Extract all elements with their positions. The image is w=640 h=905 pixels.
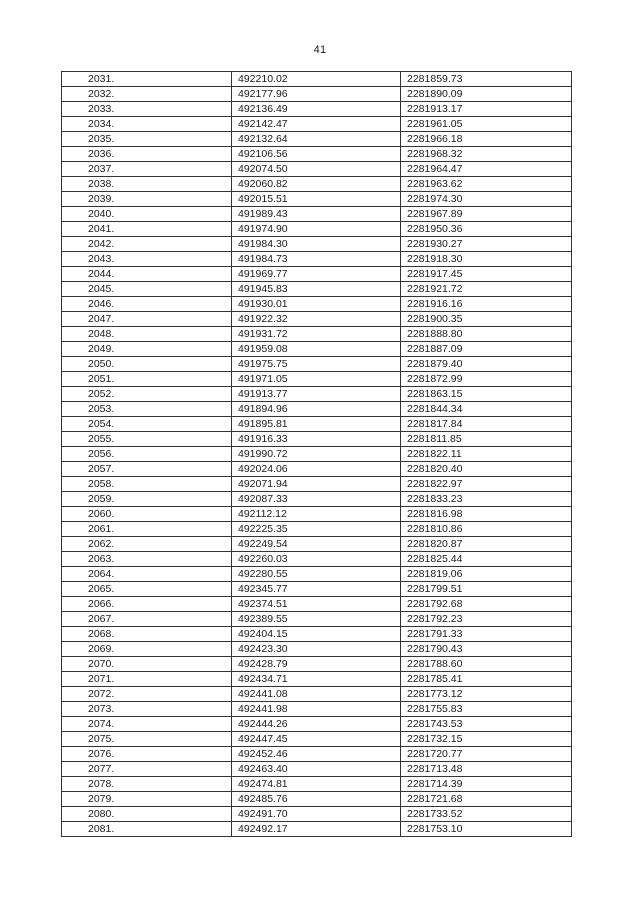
x-coordinate-cell: 492249.54 <box>232 537 401 552</box>
point-number-cell: 2035. <box>62 132 232 147</box>
x-coordinate-cell: 492374.51 <box>232 597 401 612</box>
point-number-cell: 2078. <box>62 777 232 792</box>
y-coordinate-cell: 2281819.06 <box>401 567 572 582</box>
x-coordinate-cell: 492106.56 <box>232 147 401 162</box>
x-coordinate-cell: 492492.17 <box>232 822 401 837</box>
x-coordinate-cell: 492132.64 <box>232 132 401 147</box>
x-coordinate-cell: 491916.33 <box>232 432 401 447</box>
coordinates-table <box>61 71 572 837</box>
point-number-cell: 2069. <box>62 642 232 657</box>
table-row <box>62 807 572 822</box>
table-row <box>62 492 572 507</box>
point-number-cell: 2038. <box>62 177 232 192</box>
x-coordinate-cell: 492260.03 <box>232 552 401 567</box>
x-coordinate-cell: 492434.71 <box>232 672 401 687</box>
y-coordinate-cell: 2281792.68 <box>401 597 572 612</box>
table-row <box>62 597 572 612</box>
table-row <box>62 402 572 417</box>
y-coordinate-cell: 2281810.86 <box>401 522 572 537</box>
point-number-cell: 2080. <box>62 807 232 822</box>
x-coordinate-cell: 491975.75 <box>232 357 401 372</box>
coordinates-table-body <box>62 72 572 837</box>
point-number-cell: 2071. <box>62 672 232 687</box>
x-coordinate-cell: 491974.90 <box>232 222 401 237</box>
x-coordinate-cell: 491945.83 <box>232 282 401 297</box>
x-coordinate-cell: 492345.77 <box>232 582 401 597</box>
table-row <box>62 432 572 447</box>
point-number-cell: 2073. <box>62 702 232 717</box>
y-coordinate-cell: 2281825.44 <box>401 552 572 567</box>
table-row <box>62 267 572 282</box>
y-coordinate-cell: 2281773.12 <box>401 687 572 702</box>
x-coordinate-cell: 491969.77 <box>232 267 401 282</box>
y-coordinate-cell: 2281755.83 <box>401 702 572 717</box>
x-coordinate-cell: 491931.72 <box>232 327 401 342</box>
point-number-cell: 2052. <box>62 387 232 402</box>
y-coordinate-cell: 2281733.52 <box>401 807 572 822</box>
x-coordinate-cell: 491984.73 <box>232 252 401 267</box>
table-row <box>62 732 572 747</box>
table-row <box>62 282 572 297</box>
y-coordinate-cell: 2281916.16 <box>401 297 572 312</box>
y-coordinate-cell: 2281917.45 <box>401 267 572 282</box>
table-row <box>62 447 572 462</box>
x-coordinate-cell: 491971.05 <box>232 372 401 387</box>
x-coordinate-cell: 492474.81 <box>232 777 401 792</box>
point-number-cell: 2063. <box>62 552 232 567</box>
y-coordinate-cell: 2281811.85 <box>401 432 572 447</box>
table-row <box>62 252 572 267</box>
y-coordinate-cell: 2281859.73 <box>401 72 572 87</box>
x-coordinate-cell: 492423.30 <box>232 642 401 657</box>
table-row <box>62 117 572 132</box>
x-coordinate-cell: 491895.81 <box>232 417 401 432</box>
table-row <box>62 297 572 312</box>
point-number-cell: 2032. <box>62 87 232 102</box>
y-coordinate-cell: 2281790.43 <box>401 642 572 657</box>
table-row <box>62 222 572 237</box>
y-coordinate-cell: 2281816.98 <box>401 507 572 522</box>
table-row <box>62 177 572 192</box>
y-coordinate-cell: 2281822.97 <box>401 477 572 492</box>
x-coordinate-cell: 491894.96 <box>232 402 401 417</box>
x-coordinate-cell: 492112.12 <box>232 507 401 522</box>
point-number-cell: 2062. <box>62 537 232 552</box>
point-number-cell: 2064. <box>62 567 232 582</box>
point-number-cell: 2047. <box>62 312 232 327</box>
table-row <box>62 552 572 567</box>
table-row <box>62 357 572 372</box>
table-row <box>62 672 572 687</box>
x-coordinate-cell: 492452.46 <box>232 747 401 762</box>
x-coordinate-cell: 492441.08 <box>232 687 401 702</box>
y-coordinate-cell: 2281714.39 <box>401 777 572 792</box>
y-coordinate-cell: 2281721.68 <box>401 792 572 807</box>
table-row <box>62 777 572 792</box>
table-row <box>62 792 572 807</box>
table-row <box>62 702 572 717</box>
x-coordinate-cell: 492087.33 <box>232 492 401 507</box>
table-row <box>62 132 572 147</box>
x-coordinate-cell: 492428.79 <box>232 657 401 672</box>
table-row <box>62 72 572 87</box>
y-coordinate-cell: 2281791.33 <box>401 627 572 642</box>
y-coordinate-cell: 2281974.30 <box>401 192 572 207</box>
y-coordinate-cell: 2281785.41 <box>401 672 572 687</box>
table-row <box>62 747 572 762</box>
point-number-cell: 2041. <box>62 222 232 237</box>
y-coordinate-cell: 2281817.84 <box>401 417 572 432</box>
page-number: 41 <box>313 44 327 56</box>
x-coordinate-cell: 492015.51 <box>232 192 401 207</box>
x-coordinate-cell: 491913.77 <box>232 387 401 402</box>
y-coordinate-cell: 2281833.23 <box>401 492 572 507</box>
point-number-cell: 2067. <box>62 612 232 627</box>
x-coordinate-cell: 492463.40 <box>232 762 401 777</box>
y-coordinate-cell: 2281863.15 <box>401 387 572 402</box>
table-row <box>62 207 572 222</box>
point-number-cell: 2079. <box>62 792 232 807</box>
y-coordinate-cell: 2281966.18 <box>401 132 572 147</box>
table-row <box>62 372 572 387</box>
x-coordinate-cell: 491990.72 <box>232 447 401 462</box>
x-coordinate-cell: 492280.55 <box>232 567 401 582</box>
point-number-cell: 2072. <box>62 687 232 702</box>
point-number-cell: 2055. <box>62 432 232 447</box>
table-row <box>62 762 572 777</box>
point-number-cell: 2040. <box>62 207 232 222</box>
x-coordinate-cell: 492060.82 <box>232 177 401 192</box>
y-coordinate-cell: 2281963.62 <box>401 177 572 192</box>
table-row <box>62 312 572 327</box>
x-coordinate-cell: 492136.49 <box>232 102 401 117</box>
y-coordinate-cell: 2281820.87 <box>401 537 572 552</box>
point-number-cell: 2074. <box>62 717 232 732</box>
point-number-cell: 2031. <box>62 72 232 87</box>
point-number-cell: 2037. <box>62 162 232 177</box>
table-row <box>62 582 572 597</box>
y-coordinate-cell: 2281964.47 <box>401 162 572 177</box>
point-number-cell: 2076. <box>62 747 232 762</box>
x-coordinate-cell: 492389.55 <box>232 612 401 627</box>
point-number-cell: 2046. <box>62 297 232 312</box>
point-number-cell: 2045. <box>62 282 232 297</box>
table-row <box>62 192 572 207</box>
y-coordinate-cell: 2281844.34 <box>401 402 572 417</box>
point-number-cell: 2077. <box>62 762 232 777</box>
x-coordinate-cell: 492225.35 <box>232 522 401 537</box>
y-coordinate-cell: 2281720.77 <box>401 747 572 762</box>
point-number-cell: 2075. <box>62 732 232 747</box>
y-coordinate-cell: 2281967.89 <box>401 207 572 222</box>
point-number-cell: 2051. <box>62 372 232 387</box>
y-coordinate-cell: 2281822.11 <box>401 447 572 462</box>
table-row <box>62 327 572 342</box>
table-row <box>62 627 572 642</box>
y-coordinate-cell: 2281732.15 <box>401 732 572 747</box>
x-coordinate-cell: 492142.47 <box>232 117 401 132</box>
x-coordinate-cell: 492024.06 <box>232 462 401 477</box>
x-coordinate-cell: 491984.30 <box>232 237 401 252</box>
y-coordinate-cell: 2281753.10 <box>401 822 572 837</box>
point-number-cell: 2054. <box>62 417 232 432</box>
x-coordinate-cell: 492444.26 <box>232 717 401 732</box>
point-number-cell: 2057. <box>62 462 232 477</box>
y-coordinate-cell: 2281713.48 <box>401 762 572 777</box>
y-coordinate-cell: 2281921.72 <box>401 282 572 297</box>
table-row <box>62 342 572 357</box>
x-coordinate-cell: 491922.32 <box>232 312 401 327</box>
y-coordinate-cell: 2281918.30 <box>401 252 572 267</box>
table-row <box>62 87 572 102</box>
point-number-cell: 2050. <box>62 357 232 372</box>
y-coordinate-cell: 2281968.32 <box>401 147 572 162</box>
point-number-cell: 2059. <box>62 492 232 507</box>
x-coordinate-cell: 492485.76 <box>232 792 401 807</box>
table-row <box>62 462 572 477</box>
point-number-cell: 2065. <box>62 582 232 597</box>
x-coordinate-cell: 492177.96 <box>232 87 401 102</box>
table-row <box>62 522 572 537</box>
point-number-cell: 2049. <box>62 342 232 357</box>
table-row <box>62 687 572 702</box>
point-number-cell: 2061. <box>62 522 232 537</box>
table-row <box>62 237 572 252</box>
table-row <box>62 477 572 492</box>
point-number-cell: 2044. <box>62 267 232 282</box>
point-number-cell: 2053. <box>62 402 232 417</box>
y-coordinate-cell: 2281930.27 <box>401 237 572 252</box>
x-coordinate-cell: 492441.98 <box>232 702 401 717</box>
y-coordinate-cell: 2281792.23 <box>401 612 572 627</box>
point-number-cell: 2043. <box>62 252 232 267</box>
y-coordinate-cell: 2281961.05 <box>401 117 572 132</box>
table-row <box>62 417 572 432</box>
y-coordinate-cell: 2281788.60 <box>401 657 572 672</box>
y-coordinate-cell: 2281888.80 <box>401 327 572 342</box>
point-number-cell: 2081. <box>62 822 232 837</box>
table-row <box>62 507 572 522</box>
point-number-cell: 2066. <box>62 597 232 612</box>
point-number-cell: 2070. <box>62 657 232 672</box>
y-coordinate-cell: 2281950.36 <box>401 222 572 237</box>
point-number-cell: 2036. <box>62 147 232 162</box>
x-coordinate-cell: 492491.70 <box>232 807 401 822</box>
table-row <box>62 822 572 837</box>
y-coordinate-cell: 2281890.09 <box>401 87 572 102</box>
y-coordinate-cell: 2281900.35 <box>401 312 572 327</box>
point-number-cell: 2033. <box>62 102 232 117</box>
point-number-cell: 2058. <box>62 477 232 492</box>
x-coordinate-cell: 491959.08 <box>232 342 401 357</box>
table-row <box>62 717 572 732</box>
point-number-cell: 2039. <box>62 192 232 207</box>
point-number-cell: 2042. <box>62 237 232 252</box>
x-coordinate-cell: 492071.94 <box>232 477 401 492</box>
y-coordinate-cell: 2281913.17 <box>401 102 572 117</box>
table-row <box>62 567 572 582</box>
y-coordinate-cell: 2281887.09 <box>401 342 572 357</box>
x-coordinate-cell: 492447.45 <box>232 732 401 747</box>
table-row <box>62 147 572 162</box>
y-coordinate-cell: 2281799.51 <box>401 582 572 597</box>
y-coordinate-cell: 2281872.99 <box>401 372 572 387</box>
y-coordinate-cell: 2281820.40 <box>401 462 572 477</box>
x-coordinate-cell: 492074.50 <box>232 162 401 177</box>
point-number-cell: 2068. <box>62 627 232 642</box>
table-row <box>62 642 572 657</box>
y-coordinate-cell: 2281743.53 <box>401 717 572 732</box>
point-number-cell: 2048. <box>62 327 232 342</box>
table-row <box>62 657 572 672</box>
point-number-cell: 2056. <box>62 447 232 462</box>
table-row <box>62 537 572 552</box>
x-coordinate-cell: 492210.02 <box>232 72 401 87</box>
x-coordinate-cell: 491989.43 <box>232 207 401 222</box>
x-coordinate-cell: 492404.15 <box>232 627 401 642</box>
table-row <box>62 387 572 402</box>
x-coordinate-cell: 491930.01 <box>232 297 401 312</box>
point-number-cell: 2060. <box>62 507 232 522</box>
y-coordinate-cell: 2281879.40 <box>401 357 572 372</box>
point-number-cell: 2034. <box>62 117 232 132</box>
table-row <box>62 612 572 627</box>
table-row <box>62 102 572 117</box>
table-row <box>62 162 572 177</box>
